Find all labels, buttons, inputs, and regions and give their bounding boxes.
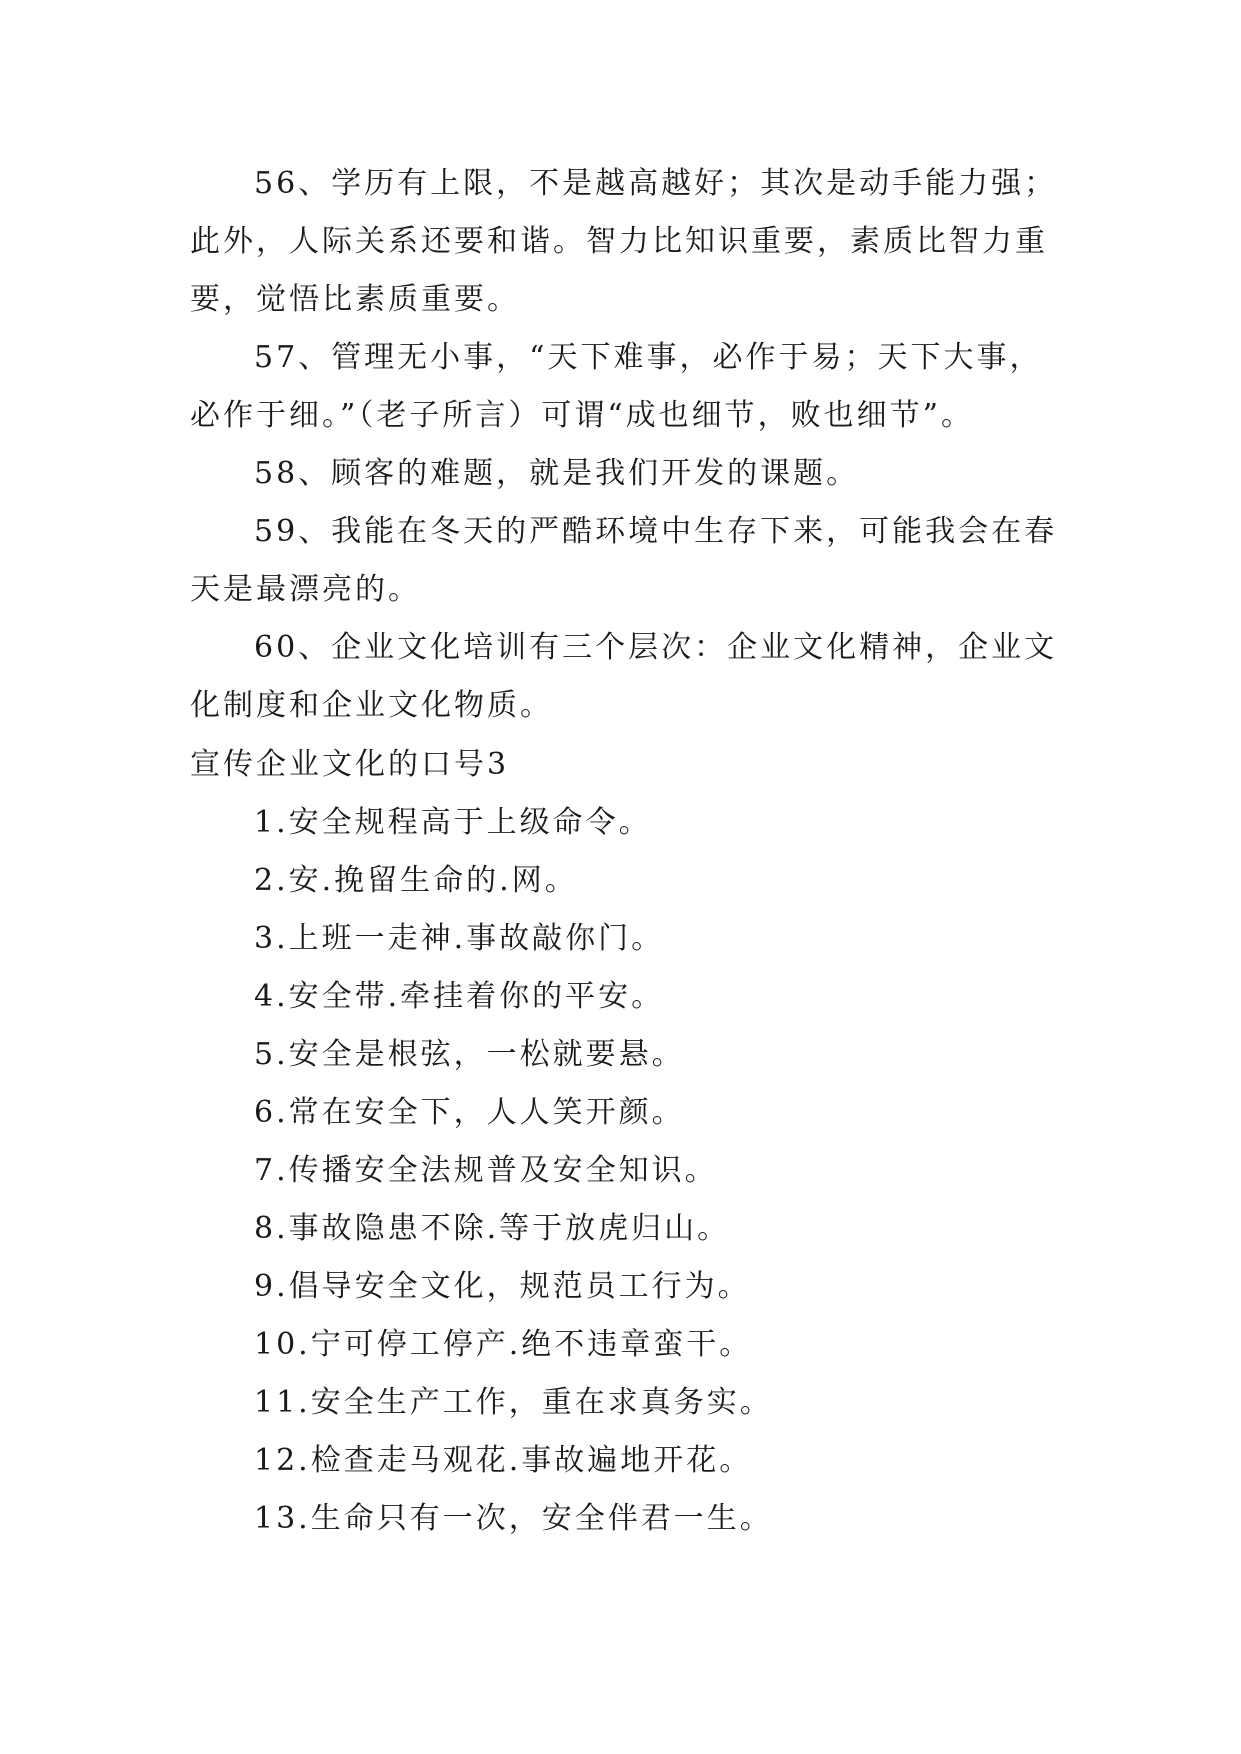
slogan-item: 7.传播安全法规普及安全知识。 <box>254 1153 718 1188</box>
slogan-item: 4.安全带.牵挂着你的平安。 <box>254 979 665 1014</box>
paragraph-59: 59、我能在冬天的严酷环境中生存下来，可能我会在春天是最漂亮的。 <box>190 514 1058 607</box>
slogan-item: 1.安全规程高于上级命令。 <box>254 805 652 840</box>
slogan-item: 5.安全是根弦，一松就要悬。 <box>254 1037 685 1072</box>
slogan-item: 13.生命只有一次，安全伴君一生。 <box>254 1501 773 1536</box>
section-heading: 宣传企业文化的口号3 <box>190 747 510 782</box>
slogan-item: 11.安全生产工作，重在求真务实。 <box>254 1385 773 1420</box>
slogan-item: 10.宁可停工停产.绝不违章蛮干。 <box>254 1327 753 1362</box>
slogan-item: 3.上班一走神.事故敲你门。 <box>254 921 665 956</box>
slogan-item: 12.检查走马观花.事故遍地开花。 <box>254 1443 753 1478</box>
paragraph-58: 58、顾客的难题，就是我们开发的课题。 <box>254 456 860 491</box>
slogan-item: 9.倡导安全文化，规范员工行为。 <box>254 1269 751 1304</box>
slogan-item: 8.事故隐患不除.等于放虎归山。 <box>254 1211 731 1246</box>
paragraph-60: 60、企业文化培训有三个层次：企业文化精神，企业文化制度和企业文化物质。 <box>190 630 1058 723</box>
paragraph-56: 56、学历有上限，不是越高越好；其次是动手能力强；此外，人际关系还要和谐。智力比知识重要，素质比智力重要，觉悟比素质重要。 <box>190 166 1058 317</box>
paragraph-57: 57、管理无小事，“天下难事，必作于易；天下大事，必作于细。”（老子所言）可谓“成也细节，败也细节”。 <box>190 340 1043 433</box>
slogan-item: 6.常在安全下，人人笑开颜。 <box>254 1095 685 1130</box>
slogan-item: 2.安.挽留生命的.网。 <box>254 863 578 898</box>
